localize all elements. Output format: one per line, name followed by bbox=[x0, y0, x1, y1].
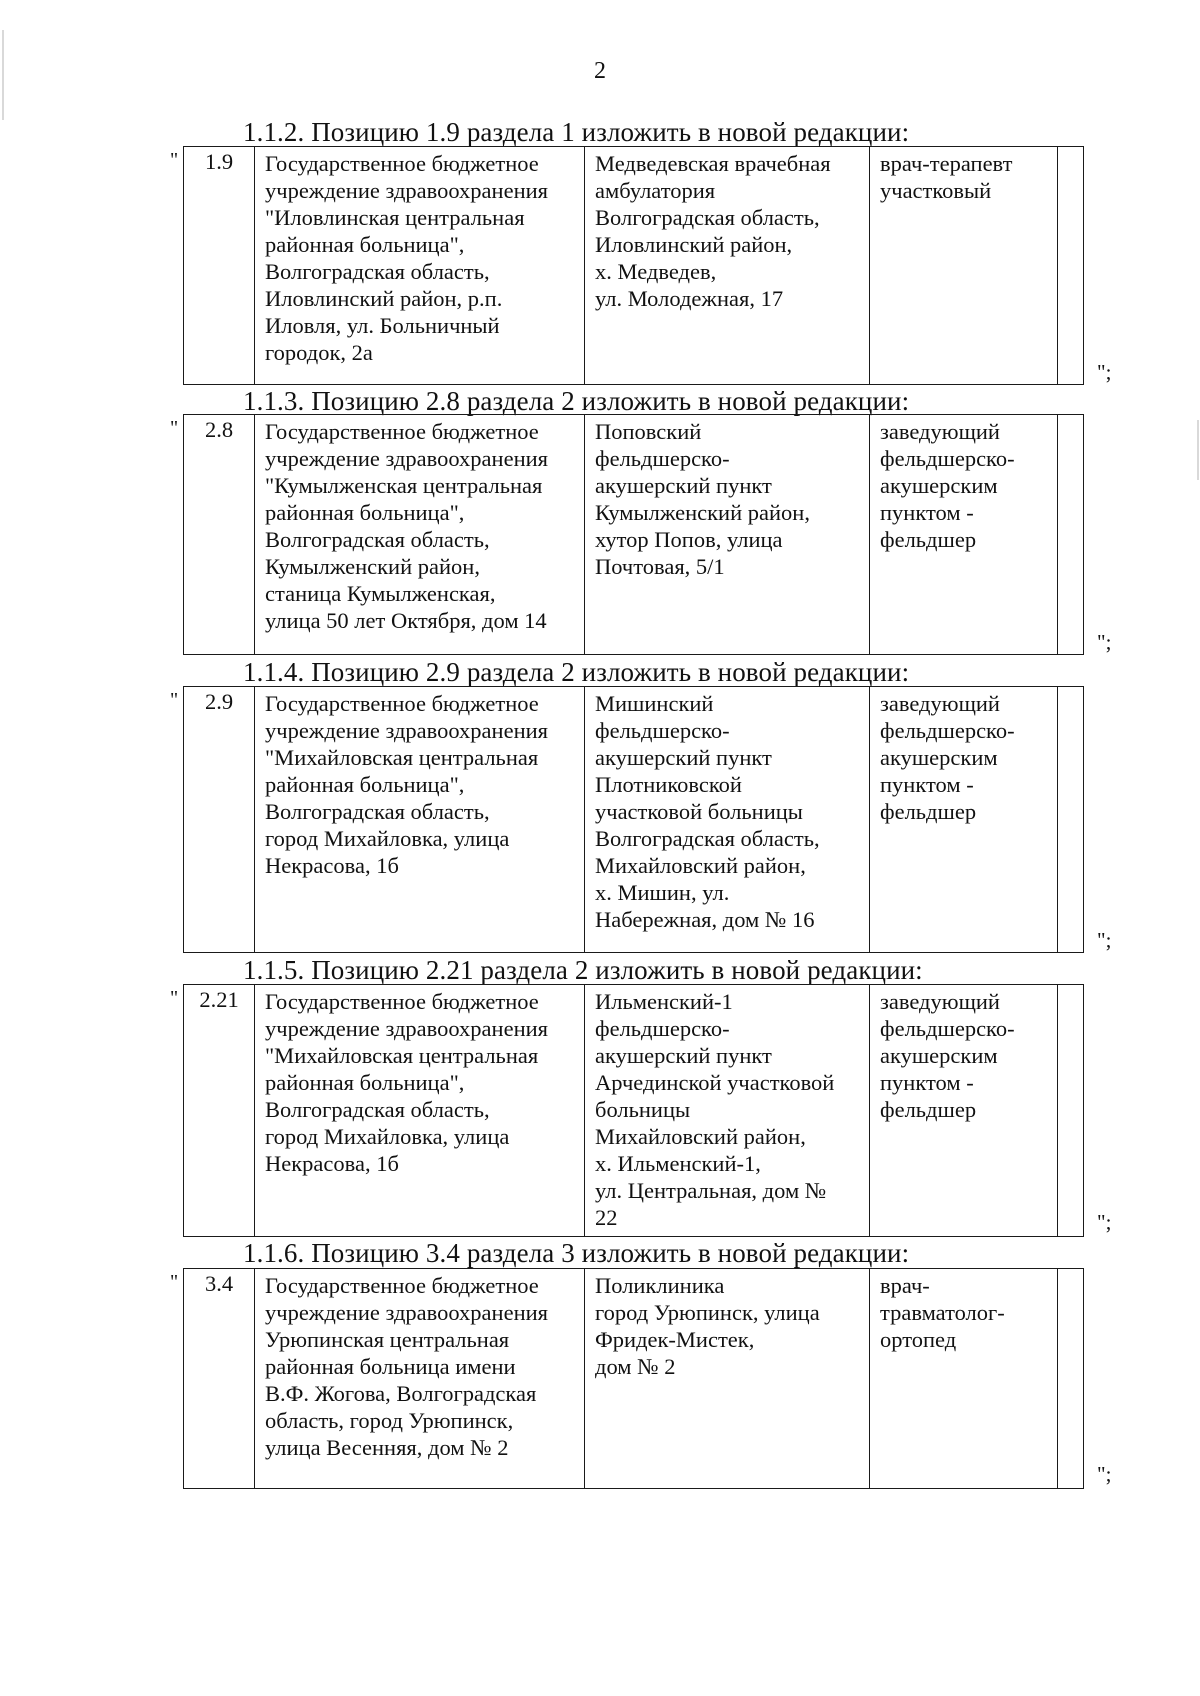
table-row bbox=[184, 147, 1084, 385]
empty-cell bbox=[1058, 687, 1084, 953]
section-heading: 1.1.3. Позицию 2.8 раздела 2 изложить в новой редакции: bbox=[243, 386, 910, 416]
section-heading: 1.1.5. Позицию 2.21 раздела 2 изложить в новой редакции: bbox=[243, 955, 923, 985]
open-quote: " bbox=[170, 417, 179, 439]
position-table bbox=[183, 146, 1084, 385]
table-row bbox=[184, 985, 1084, 1237]
unit-address-cell: Мишинский фельдшерско- акушерский пункт Плотниковской участковой больницы Волгоградская область, Михайловский район, х. Мишин, ул. Набережная, дом № 16 bbox=[585, 687, 870, 953]
empty-cell bbox=[1058, 147, 1084, 385]
open-quote: " bbox=[170, 689, 179, 711]
position-table bbox=[183, 984, 1084, 1237]
unit-address-cell: Поповский фельдшерско- акушерский пункт Кумылженский район, хутор Попов, улица Почтовая, 5/1 bbox=[585, 415, 870, 655]
institution-cell: Государственное бюджетное учреждение здравоохранения "Михайловская центральная районная больница", Волгоградская область, город Михайловка, улица Некрасова, 1б bbox=[255, 687, 585, 953]
position-number: 1.9 bbox=[184, 147, 255, 385]
position-number: 3.4 bbox=[184, 1269, 255, 1489]
section-heading: 1.1.2. Позицию 1.9 раздела 1 изложить в новой редакции: bbox=[243, 117, 910, 147]
position-number: 2.8 bbox=[184, 415, 255, 655]
position-table bbox=[183, 686, 1084, 953]
table-row bbox=[184, 687, 1084, 953]
job-position-cell: врач-терапевт участковый bbox=[870, 147, 1058, 385]
close-quote: "; bbox=[1097, 928, 1112, 952]
position-number: 2.9 bbox=[184, 687, 255, 953]
job-position-cell: врач- травматолог- ортопед bbox=[870, 1269, 1058, 1489]
close-quote: "; bbox=[1097, 360, 1112, 384]
institution-cell: Государственное бюджетное учреждение здравоохранения "Иловлинская центральная районная больница", Волгоградская область, Иловлинский район, р.п. Иловля, ул. Больничный городок, 2а bbox=[255, 147, 585, 385]
page-number: 2 bbox=[594, 58, 606, 84]
institution-cell: Государственное бюджетное учреждение здравоохранения "Кумылженская центральная районная больница", Волгоградская область, Кумылженский район, станица Кумылженская, улица 50 лет Октября, дом 14 bbox=[255, 415, 585, 655]
empty-cell bbox=[1058, 415, 1084, 655]
section-heading: 1.1.4. Позицию 2.9 раздела 2 изложить в новой редакции: bbox=[243, 657, 910, 687]
open-quote: " bbox=[170, 149, 179, 171]
job-position-cell: заведующий фельдшерско- акушерским пунктом - фельдшер bbox=[870, 985, 1058, 1237]
close-quote: "; bbox=[1097, 1462, 1112, 1486]
scan-margin-mark bbox=[2, 30, 4, 120]
job-position-cell: заведующий фельдшерско- акушерским пунктом - фельдшер bbox=[870, 687, 1058, 953]
institution-cell: Государственное бюджетное учреждение здравоохранения Урюпинская центральная районная больница имени В.Ф. Жогова, Волгоградская область, город Урюпинск, улица Весенняя, дом № 2 bbox=[255, 1269, 585, 1489]
open-quote: " bbox=[170, 1271, 179, 1293]
close-quote: "; bbox=[1097, 1210, 1112, 1234]
position-table bbox=[183, 1268, 1084, 1489]
empty-cell bbox=[1058, 985, 1084, 1237]
section-heading: 1.1.6. Позицию 3.4 раздела 3 изложить в новой редакции: bbox=[243, 1238, 910, 1268]
position-table bbox=[183, 414, 1084, 655]
position-number: 2.21 bbox=[184, 985, 255, 1237]
table-row bbox=[184, 1269, 1084, 1489]
open-quote: " bbox=[170, 987, 179, 1009]
empty-cell bbox=[1058, 1269, 1084, 1489]
job-position-cell: заведующий фельдшерско- акушерским пунктом - фельдшер bbox=[870, 415, 1058, 655]
unit-address-cell: Медведевская врачебная амбулатория Волгоградская область, Иловлинский район, х. Медведев, ул. Молодежная, 17 bbox=[585, 147, 870, 385]
scan-margin-mark bbox=[1197, 420, 1199, 480]
institution-cell: Государственное бюджетное учреждение здравоохранения "Михайловская центральная районная больница", Волгоградская область, город Михайловка, улица Некрасова, 1б bbox=[255, 985, 585, 1237]
table-row bbox=[184, 415, 1084, 655]
unit-address-cell: Поликлиника город Урюпинск, улица Фридек-Мистек, дом № 2 bbox=[585, 1269, 870, 1489]
unit-address-cell: Ильменский-1 фельдшерско- акушерский пункт Арчединской участковой больницы Михайловский район, х. Ильменский-1, ул. Центральная, дом № 22 bbox=[585, 985, 870, 1237]
close-quote: "; bbox=[1097, 630, 1112, 654]
